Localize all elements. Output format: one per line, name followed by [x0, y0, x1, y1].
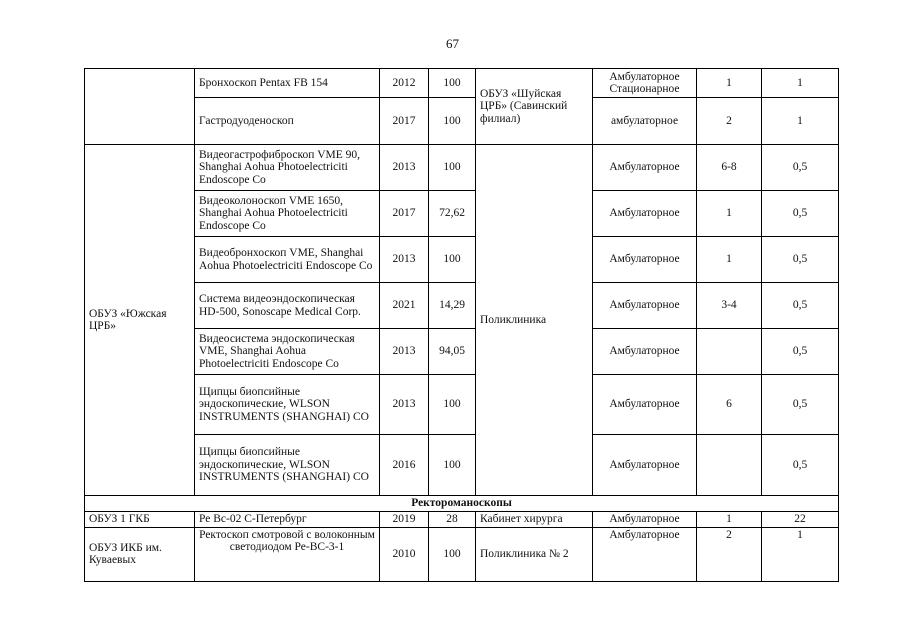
shifts-cell [697, 435, 762, 496]
type-cell: Амбулаторное [593, 329, 697, 375]
shifts-cell [697, 329, 762, 375]
device-cell: Видеосистема эндоскопическая VME, Shanghai Aohua Photoelectriciti Endoscope Co [195, 329, 380, 375]
org-cell [85, 69, 195, 145]
equipment-table [84, 68, 839, 582]
wear-cell: 100 [429, 375, 476, 435]
load-cell: 0,5 [762, 237, 839, 283]
load-cell: 0,5 [762, 435, 839, 496]
wear-cell: 100 [429, 527, 476, 581]
device-cell: Ректоскоп смотровой с волоконным светодиодом Ре-ВС-3-1 [195, 527, 380, 581]
year-cell: 2013 [380, 145, 429, 191]
device-cell: Видеогастрофиброскоп VME 90, Shanghai Aohua Photoelectriciti Endoscope Co [195, 145, 380, 191]
table-row [85, 375, 839, 435]
device-cell: Ре Вс-02 С-Петербург [195, 512, 380, 528]
year-cell: 2013 [380, 375, 429, 435]
year-cell: 2017 [380, 98, 429, 145]
type-cell: Амбулаторное [593, 527, 697, 581]
device-cell: Бронхоскоп Pentax FB 154 [195, 69, 380, 98]
table-row [85, 283, 839, 329]
type-cell: Амбулаторное [593, 237, 697, 283]
load-cell: 0,5 [762, 145, 839, 191]
shifts-cell: 2 [697, 527, 762, 581]
table-row [85, 512, 839, 528]
shifts-cell: 1 [697, 191, 762, 237]
year-cell: 2012 [380, 69, 429, 98]
shifts-cell: 1 [697, 512, 762, 528]
load-cell: 22 [762, 512, 839, 528]
wear-cell: 72,62 [429, 191, 476, 237]
location-cell: Поликлиника [476, 145, 593, 496]
device-cell: Видеобронхоскоп VME, Shanghai Aohua Photoelectriciti Endoscope Co [195, 237, 380, 283]
table-row [85, 69, 839, 98]
wear-cell: 100 [429, 69, 476, 98]
wear-cell: 28 [429, 512, 476, 528]
org-cell: ОБУЗ «Южская ЦРБ» [85, 145, 195, 496]
year-cell: 2016 [380, 435, 429, 496]
table-row [85, 191, 839, 237]
table-row [85, 145, 839, 191]
year-cell: 2013 [380, 329, 429, 375]
type-cell: Амбулаторное Стационарное [593, 69, 697, 98]
type-cell: Амбулаторное [593, 512, 697, 528]
load-cell: 0,5 [762, 329, 839, 375]
location-cell: ОБУЗ «Шуйская ЦРБ» (Савинский филиал) [476, 69, 593, 145]
year-cell: 2021 [380, 283, 429, 329]
table-row [85, 527, 839, 581]
load-cell: 1 [762, 69, 839, 98]
wear-cell: 14,29 [429, 283, 476, 329]
load-cell: 1 [762, 98, 839, 145]
load-cell: 0,5 [762, 191, 839, 237]
year-cell: 2013 [380, 237, 429, 283]
device-cell: Щипцы биопсийные эндоскопические, WLSON INSTRUMENTS (SHANGHAI) CO [195, 375, 380, 435]
location-cell: Поликлиника № 2 [476, 527, 593, 581]
year-cell: 2019 [380, 512, 429, 528]
section-title: Ректороманоскопы [85, 496, 839, 512]
load-cell: 1 [762, 527, 839, 581]
type-cell: Амбулаторное [593, 191, 697, 237]
table-row [85, 329, 839, 375]
location-cell: Кабинет хирурга [476, 512, 593, 528]
type-cell: амбулаторное [593, 98, 697, 145]
shifts-cell: 2 [697, 98, 762, 145]
shifts-cell: 3-4 [697, 283, 762, 329]
shifts-cell: 1 [697, 237, 762, 283]
wear-cell: 100 [429, 435, 476, 496]
type-cell: Амбулаторное [593, 283, 697, 329]
year-cell: 2010 [380, 527, 429, 581]
type-cell: Амбулаторное [593, 435, 697, 496]
wear-cell: 100 [429, 145, 476, 191]
year-cell: 2017 [380, 191, 429, 237]
device-cell: Видеоколоноскоп VME 1650, Shanghai Aohua Photoelectriciti Endoscope Co [195, 191, 380, 237]
table-row [85, 435, 839, 496]
section-header-row [85, 496, 839, 512]
org-cell: ОБУЗ ИКБ им. Куваевых [85, 527, 195, 581]
type-cell: Амбулаторное [593, 145, 697, 191]
type-cell: Амбулаторное [593, 375, 697, 435]
org-cell: ОБУЗ 1 ГКБ [85, 512, 195, 528]
wear-cell: 100 [429, 237, 476, 283]
table-row [85, 237, 839, 283]
device-cell: Щипцы биопсийные эндоскопические, WLSON INSTRUMENTS (SHANGHAI) CO [195, 435, 380, 496]
device-cell: Система видеоэндоскопическая HD-500, Sonoscape Medical Corp. [195, 283, 380, 329]
shifts-cell: 6-8 [697, 145, 762, 191]
wear-cell: 100 [429, 98, 476, 145]
wear-cell: 94,05 [429, 329, 476, 375]
shifts-cell: 6 [697, 375, 762, 435]
shifts-cell: 1 [697, 69, 762, 98]
device-cell: Гастродуоденоскоп [195, 98, 380, 145]
table-row [85, 98, 839, 145]
load-cell: 0,5 [762, 283, 839, 329]
load-cell: 0,5 [762, 375, 839, 435]
page-number: 67 [446, 36, 459, 51]
